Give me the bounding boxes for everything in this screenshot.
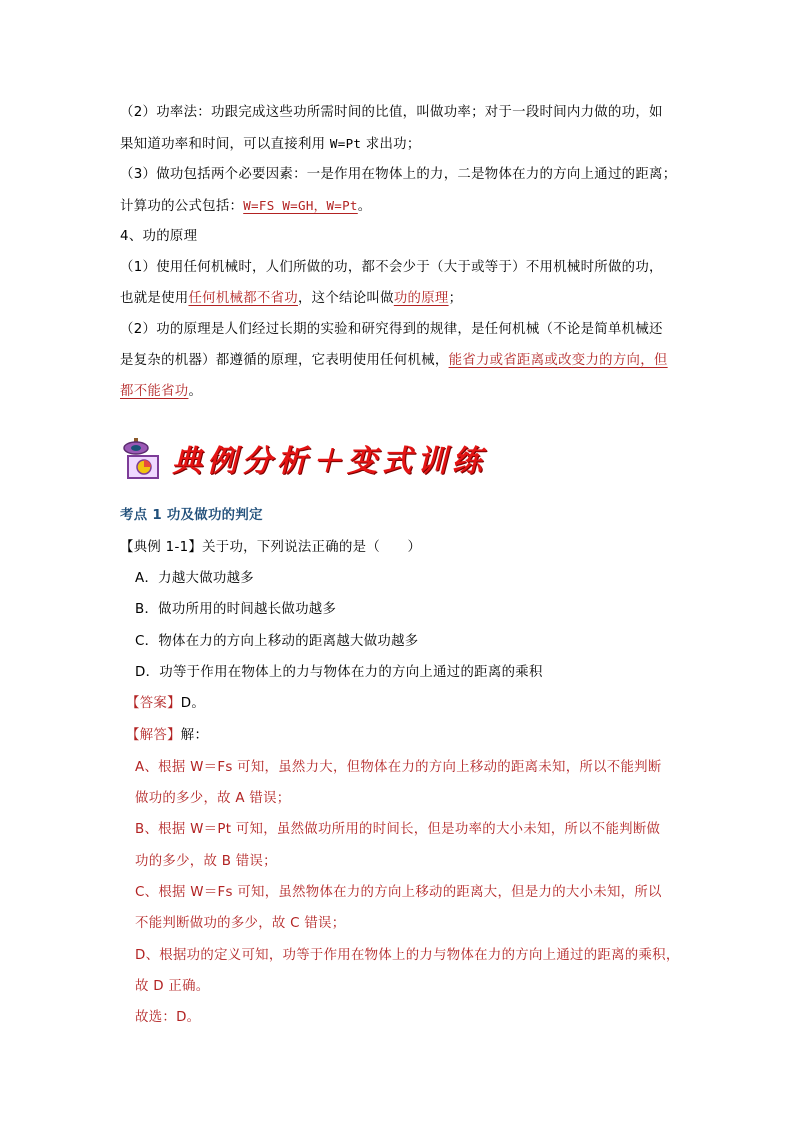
text-segment: 也就是使用 xyxy=(120,291,189,306)
highlight-text: 功的原理 xyxy=(393,291,449,306)
highlight-text: 都不能省功 xyxy=(120,384,189,399)
explanation-line: 故 D 正确。 xyxy=(135,979,210,994)
highlight-text: 任何机械都不省功 xyxy=(188,291,298,306)
explanation-line: 功的多少，故 B 错误； xyxy=(135,854,277,869)
paragraph-principle-line1: （1）使用任何机械时，人们所做的功，都不会少于（大于或等于）不用机械时所做的功， xyxy=(120,260,663,275)
option-b: B．做功所用的时间越长做功越多 xyxy=(135,602,337,617)
text-segment: ，这个结论叫做 xyxy=(297,291,394,306)
explanation-line: 不能判断做功的多少，故 C 错误； xyxy=(135,916,346,931)
formula-text: W=Pt xyxy=(329,136,362,151)
paragraph-principle2-line1: （2）功的原理是人们经过长期的实验和研究得到的规律，是任何机械（不论是简单机械还 xyxy=(120,322,663,337)
answer-value: D。 xyxy=(180,696,206,711)
answer-tag: 【答案】 xyxy=(126,696,181,711)
option-c: C．物体在力的方向上移动的距离越大做功越多 xyxy=(135,634,419,649)
paragraph-factors-line1: （3）做功包括两个必要因素：一是作用在物体上的力，二是物体在力的方向上通过的距离； xyxy=(120,167,677,182)
text-segment: 果知道功率和时间，可以直接利用 xyxy=(120,137,330,152)
text-segment: ； xyxy=(448,291,463,306)
question-stem: 【典例 1-1】关于功，下列说法正确的是（ ） xyxy=(120,540,422,555)
explanation-line: B、根据 W＝Pt 可知，虽然做功所用的时间长，但是功率的大小未知，所以不能判断做 xyxy=(135,822,661,837)
formula-list: W=FS W=GH，W=Pt xyxy=(243,198,358,213)
text-segment: 。 xyxy=(357,199,372,214)
paragraph-principle2-line3 xyxy=(120,382,202,402)
solution-line xyxy=(126,726,208,746)
explanation-line: 做功的多少，故 A 错误； xyxy=(135,791,291,806)
text-segment: 计算功的公式包括： xyxy=(120,199,244,214)
option-a: A．力越大做功越多 xyxy=(135,571,254,586)
text-segment: 是复杂的机器）都遵循的原理，它表明使用任何机械， xyxy=(120,353,449,368)
paragraph-principle2-line2 xyxy=(120,351,668,371)
text-segment: 。 xyxy=(188,384,203,399)
presentation-icon xyxy=(120,436,166,480)
solution-suffix: 解： xyxy=(180,728,209,743)
final-choice: 故选：D。 xyxy=(135,1010,201,1025)
text-segment: 求出功； xyxy=(361,137,421,152)
option-d: D．功等于作用在物体上的力与物体在力的方向上通过的距离的乘积 xyxy=(135,665,543,680)
paragraph-power-method-line2 xyxy=(120,134,421,155)
answer-line xyxy=(126,694,205,714)
explanation-line: D、根据功的定义可知，功等于作用在物体上的力与物体在力的方向上通过的距离的乘积， xyxy=(135,948,680,963)
explanation-line: A、根据 W＝Fs 可知，虽然力大，但物体在力的方向上移动的距离未知，所以不能判断 xyxy=(135,760,662,775)
paragraph-factors-line2 xyxy=(120,196,371,217)
highlight-text: 能省力或省距离或改变力的方向，但 xyxy=(448,353,668,368)
paragraph-principle-line2 xyxy=(120,289,462,309)
exam-point-heading: 考点 1 功及做功的判定 xyxy=(120,508,263,523)
solution-tag: 【解答】 xyxy=(126,728,181,743)
explanation-line: C、根据 W＝Fs 可知，虽然物体在力的方向上移动的距离大，但是力的大小未知，所以 xyxy=(135,885,662,900)
section-heading-work-principle: 4、功的原理 xyxy=(120,229,198,244)
section-header-title: 典例分析＋变式训练 xyxy=(172,444,487,479)
paragraph-power-method-line1: （2）功率法：功跟完成这些功所需时间的比值，叫做功率；对于一段时间内力做的功，如 xyxy=(120,105,663,120)
